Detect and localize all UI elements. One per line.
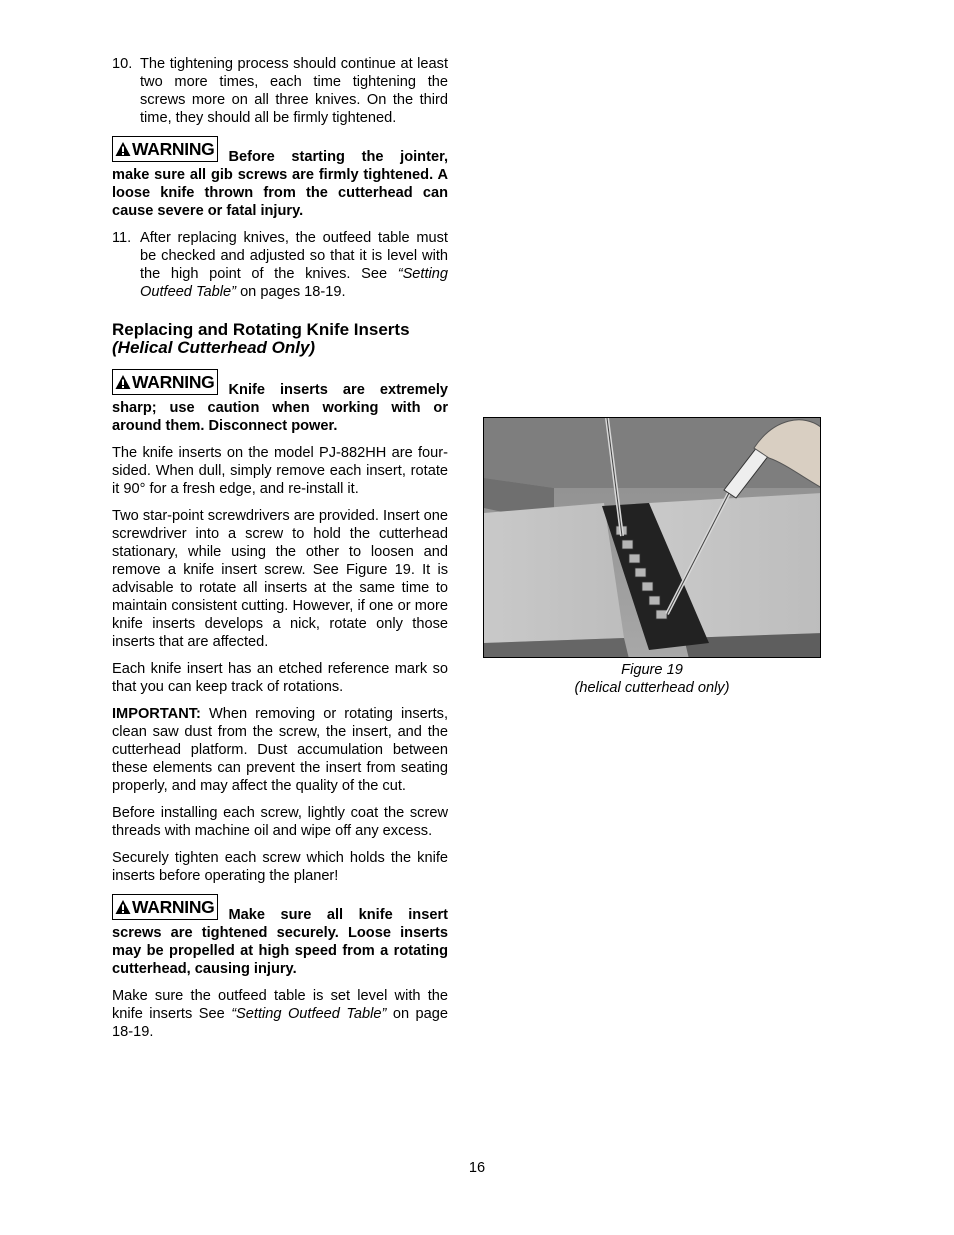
important-label: IMPORTANT: — [112, 706, 201, 722]
section-title: Replacing and Rotating Knife Inserts — [112, 320, 410, 339]
warning-badge — [112, 136, 218, 162]
figure-19-photo — [483, 417, 821, 658]
warning-block-2 — [112, 369, 448, 435]
warning-block-3 — [112, 894, 448, 978]
important-text: When removing or rotating inserts, clean saw dust from the screw, the insert, and the cutterhead platform. Dust accumulation between these elements can prevent the insert from seating properly, and may affect the quality of the cut. — [112, 706, 448, 794]
paragraph: Each knife insert has an etched reference mark so that you can keep track of rotations. — [112, 661, 448, 695]
warning-badge — [112, 369, 218, 395]
warning-text: Before starting the jointer, make sure all gib screws are firmly tightened. A loose knife thrown from the cutterhead can cause severe or fatal injury. — [112, 149, 448, 219]
warning-badge — [112, 894, 218, 920]
figure-caption — [483, 661, 821, 697]
figure-description: (helical cutterhead only) — [574, 680, 730, 696]
step-number: 10. — [112, 56, 133, 72]
step-10 — [112, 55, 448, 127]
paragraph: Two star-point screwdrivers are provided. Insert one screwdriver into a screw to hold the cutterhead stationary, while using the other to loosen and remove a knife insert screw. See Figure 19. It is advisable to rotate all inserts at the same time to maintain consistent cutting. However, if one or more knife inserts develops a nick, rotate only those inserts that are affected. — [112, 508, 448, 650]
step-text: The tightening process should continue at least two more times, each time tightening the screws more on all three knives. On the third time, they should all be firmly tightened. — [140, 56, 448, 126]
page-number: 16 — [468, 1160, 486, 1176]
warning-triangle-icon — [115, 374, 131, 390]
warning-triangle-icon — [115, 141, 131, 157]
step-text-part: on pages 18-19. — [236, 284, 346, 300]
section-subtitle: (Helical Cutterhead Only) — [112, 338, 316, 357]
cross-reference: “Setting Outfeed Table” — [140, 266, 448, 300]
warning-text: Make sure all knife insert screws are tightened securely. Loose inserts may be propelled at high speed from a rotating cutterhead, causing injury. — [112, 907, 448, 977]
warning-label: WARNING — [132, 897, 215, 917]
paragraph-part: Make sure the outfeed table is set level with the knife inserts See — [112, 988, 448, 1022]
paragraph: Before installing each screw, lightly coat the screw threads with machine oil and wipe off any excess. — [112, 805, 448, 839]
warning-label: WARNING — [132, 139, 215, 159]
step-number: 11. — [112, 230, 132, 246]
warning-block-1 — [112, 136, 448, 220]
figure-label: Figure 19 — [621, 662, 683, 678]
warning-text: Knife inserts are extremely sharp; use caution when working with or around them. Disconnect power. — [112, 382, 448, 434]
paragraph: Securely tighten each screw which holds the knife inserts before operating the planer! — [112, 850, 448, 884]
step-text-part: After replacing knives, the outfeed table must be checked and adjusted so that it is level with the high point of the knives. See — [140, 230, 448, 282]
paragraph — [112, 987, 448, 1041]
warning-triangle-icon — [115, 899, 131, 915]
cutterhead-photo-illustration — [484, 418, 821, 658]
important-paragraph — [112, 705, 448, 795]
paragraph: The knife inserts on the model PJ-882HH are four-sided. When dull, simply remove each insert, rotate it 90° for a fresh edge, and re-install it. — [112, 445, 448, 497]
step-11 — [112, 229, 448, 301]
cross-reference: “Setting Outfeed Table” — [231, 1006, 387, 1022]
section-heading — [112, 321, 448, 357]
left-column — [112, 55, 448, 1050]
warning-label: WARNING — [132, 372, 215, 392]
paragraph-part: on page 18-19. — [112, 1006, 449, 1040]
step-text — [140, 229, 448, 301]
